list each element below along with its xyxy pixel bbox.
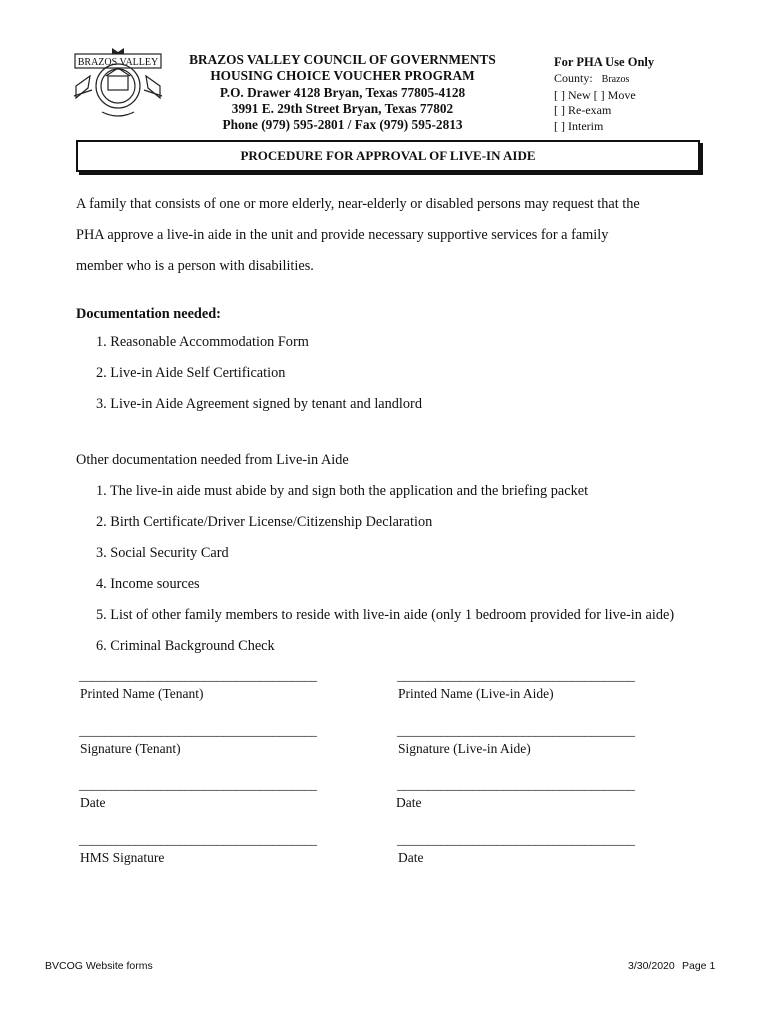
other-docs-item: 3. Social Security Card xyxy=(96,545,229,561)
other-docs-item: 6. Criminal Background Check xyxy=(96,638,275,654)
other-docs-item: 1. The live-in aide must abide by and sign both the application and the briefing packet xyxy=(96,483,589,499)
intro-line-3: member who is a person with disabilities. xyxy=(76,258,314,274)
organization-header xyxy=(150,52,535,133)
logo-text: BRAZOS VALLEY xyxy=(77,57,159,68)
tenant-signature-line[interactable]: ______________________________________ xyxy=(79,723,317,738)
footer-source: BVCOG Website forms xyxy=(45,960,153,972)
hms-signature-line[interactable]: ______________________________________ xyxy=(79,832,317,847)
documentation-item: 3. Live-in Aide Agreement signed by tenant and landlord xyxy=(96,396,422,412)
aide-printed-name-label: Printed Name (Live-in Aide) xyxy=(398,686,554,701)
tenant-printed-name-label: Printed Name (Tenant) xyxy=(80,686,204,701)
aide-signature-line[interactable]: ______________________________________ xyxy=(397,723,635,738)
pha-heading: For PHA Use Only xyxy=(554,55,655,69)
hms-date-label: Date xyxy=(398,850,424,865)
county-value: Brazos xyxy=(601,73,630,85)
documentation-heading: Documentation needed: xyxy=(76,306,221,322)
documentation-item: 2. Live-in Aide Self Certification xyxy=(96,365,286,381)
tenant-date-line[interactable]: ______________________________________ xyxy=(79,777,317,792)
aide-date-line[interactable]: ______________________________________ xyxy=(397,777,635,792)
county-label: County: xyxy=(554,70,593,85)
pha-use-only xyxy=(554,55,654,135)
tenant-printed-name-line[interactable]: ______________________________________ xyxy=(79,668,317,683)
intro-line-2: PHA approve a live-in aide in the unit and provide necessary supportive services for a family xyxy=(76,227,609,243)
reexam-checkbox[interactable]: [ ] Re-exam xyxy=(554,103,612,118)
other-docs-heading: Other documentation needed from Live-in Aide xyxy=(76,452,349,468)
aide-printed-name-line[interactable]: ______________________________________ xyxy=(397,668,635,683)
hms-date-line[interactable]: ______________________________________ xyxy=(397,832,635,847)
program-name: HOUSING CHOICE VOUCHER PROGRAM xyxy=(210,68,475,84)
county-row xyxy=(554,71,654,88)
new-move-checkboxes[interactable]: [ ] New [ ] Move xyxy=(554,87,636,102)
interim-checkbox[interactable]: [ ] Interim xyxy=(554,119,604,134)
aide-signature-label: Signature (Live-in Aide) xyxy=(398,741,531,756)
mailing-address: P.O. Drawer 4128 Bryan, Texas 77805-4128 xyxy=(219,84,466,100)
form-title: PROCEDURE FOR APPROVAL OF LIVE-IN AIDE xyxy=(76,140,700,172)
intro-line-1: A family that consists of one or more elderly, near-elderly or disabled persons may request that the xyxy=(76,196,640,212)
tenant-date-label: Date xyxy=(80,795,106,810)
other-docs-item: 5. List of other family members to reside with live-in aide (only 1 bedroom provided for live-in aide) xyxy=(96,607,675,623)
documentation-item: 1. Reasonable Accommodation Form xyxy=(96,334,309,350)
org-name: BRAZOS VALLEY COUNCIL OF GOVERNMENTS xyxy=(189,52,496,67)
other-docs-item: 2. Birth Certificate/Driver License/Citizenship Declaration xyxy=(96,514,433,530)
street-address: 3991 E. 29th Street Bryan, Texas 77802 xyxy=(231,100,454,116)
footer-date: 3/30/2020 xyxy=(628,960,675,972)
hms-signature-label: HMS Signature xyxy=(80,850,165,865)
phone-fax: Phone (979) 595-2801 / Fax (979) 595-2813 xyxy=(222,117,463,133)
tenant-signature-label: Signature (Tenant) xyxy=(80,741,181,756)
aide-date-label: Date xyxy=(396,795,422,810)
footer-page-number: Page 1 xyxy=(682,960,716,972)
other-docs-item: 4. Income sources xyxy=(96,576,200,592)
